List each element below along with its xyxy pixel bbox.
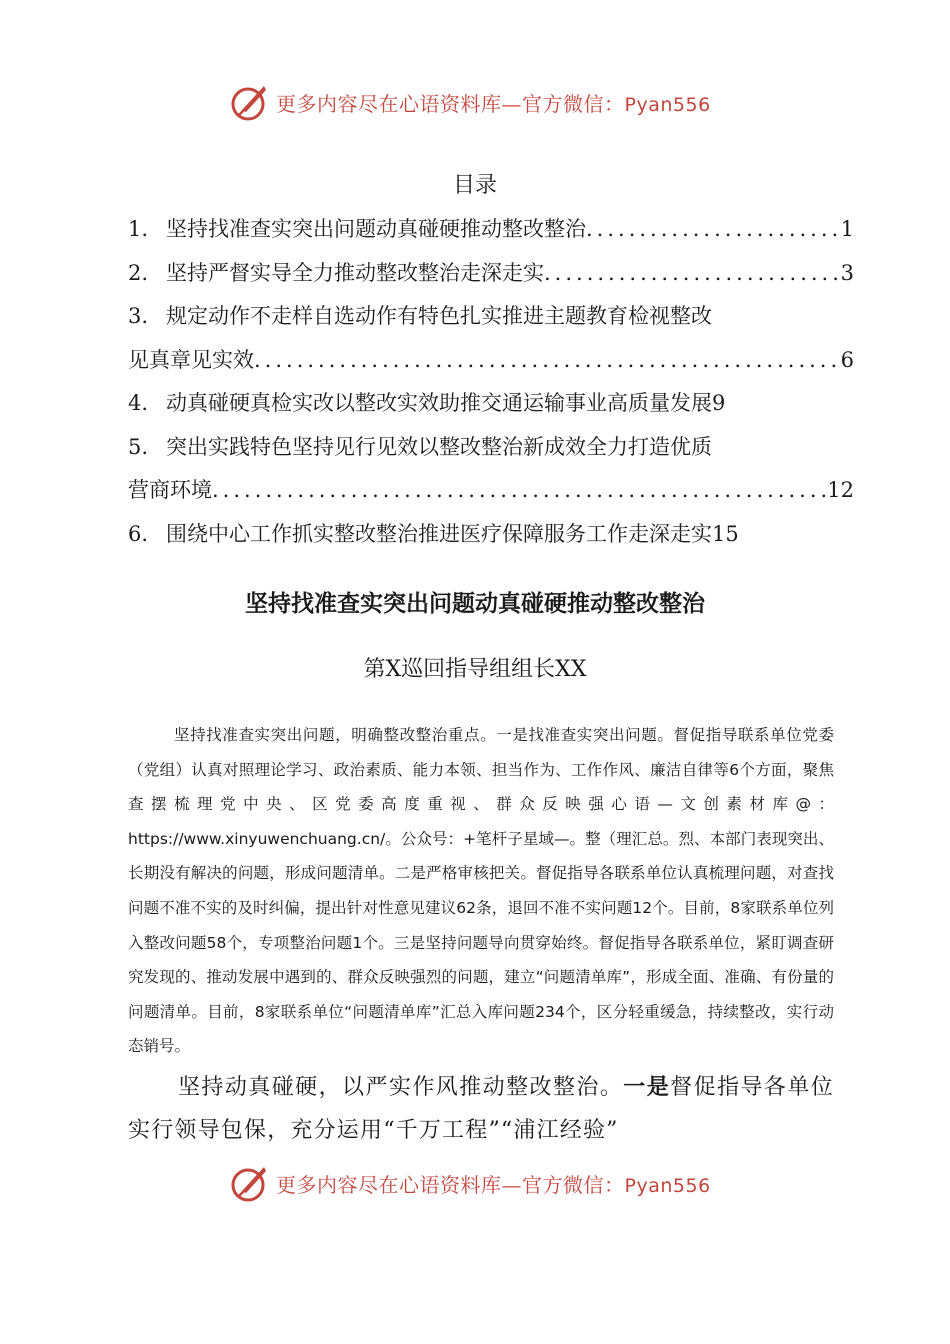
quill-logo-icon	[228, 80, 272, 124]
toc-item[interactable]: 2. 坚持严督实导全力推动整改整治走深走实 ..... 3	[128, 252, 854, 296]
toc-item[interactable]: 4. 动真碰硬真检实改以整改实效助推交通运输事业高质量发展 9	[128, 382, 854, 426]
table-of-contents	[128, 208, 854, 556]
toc-item-label: 围绕中心工作抓实整改整治推进医疗保障服务工作走深走实	[166, 521, 712, 546]
toc-item[interactable]: 6. 围绕中心工作抓实整改整治推进医疗保障服务工作走深走实 15	[128, 513, 854, 557]
watermark-text: 更多内容尽在心语资料库—官方微信：Pyan556	[276, 1172, 711, 1197]
watermark-text: 更多内容尽在心语资料库—官方微信：Pyan556	[276, 91, 711, 116]
watermark-banner-top	[228, 80, 711, 124]
toc-item-page: 15	[712, 521, 739, 546]
toc-item-label: 突出实践特色坚持见行见效以整改整治新成效全力打造优质	[166, 434, 712, 459]
body-paragraph: 坚持找准查实突出问题，明确整改整治重点。一是找准查实突出问题。督促指导联系单位党委（党组）认真对照理论学习、政治素质、能力本领、担当作为、工作作风、廉洁自律等6个方面，聚焦查摆梳理党中央、区党委高度重视、群众反映强心语—文创素材库@：https://www.xinyuwenchuang.cn/。公众号：+笔杆子星域—。整（理汇总。烈、本部门表现突出、长期没有解决的问题，形成问题清单。二是严格审核把关。督促指导各联系单位认真梳理问题，对查找问题不准不实的及时纠偏，提出针对性意见建议62条，退回不准不实问题12个。目前，8家联系单位列入整改问题58个，专项整治问题1个。三是坚持问题导向贯穿始终。督促指导各联系单位，紧盯调查研究发现的、推动发展中遇到的、群众反映强烈的问题，建立“问题清单库”，形成全面、准确、有份量的问题清单。目前，8家联系单位“问题清单库”汇总入库问题234个，区分轻重缓急，持续整改，实行动态销号。	[128, 726, 834, 1056]
body-paragraph-2: 坚持动真碰硬，以严实作风推动整改整治。一是督促指导各单位实行领导包保，充分运用“千万工程”“浦江经验”	[128, 1074, 834, 1143]
toc-item-label-cont: 营商环境	[128, 478, 212, 502]
toc-item[interactable]: 3. 规定动作不走样自选动作有特色扎实推进主题教育检视整改 见真章见实效 ..... 6	[128, 295, 854, 382]
watermark-banner-bottom	[228, 1161, 711, 1205]
toc-item-page: 9	[712, 391, 726, 415]
article-author: 第X巡回指导组组长XX	[363, 657, 587, 682]
article-title: 坚持找准查实突出问题动真碰硬推动整改整治	[245, 591, 705, 617]
toc-item-page: 12	[827, 478, 854, 502]
toc-item[interactable]: 1. 坚持找准查实突出问题动真碰硬推动整改整治 ..... 1	[128, 208, 854, 252]
toc-item-page: 1	[840, 217, 854, 241]
toc-item[interactable]: 5. 突出实践特色坚持见行见效以整改整治新成效全力打造优质 营商环境 ..... 12	[128, 426, 854, 513]
toc-item-label: 规定动作不走样自选动作有特色扎实推进主题教育检视整改	[166, 304, 712, 328]
toc-item-label: 动真碰硬真检实改以整改实效助推交通运输事业高质量发展	[166, 391, 712, 415]
toc-item-page: 3	[840, 260, 854, 285]
quill-logo-icon	[228, 1161, 272, 1205]
toc-item-label: 坚持找准查实突出问题动真碰硬推动整改整治	[166, 217, 586, 241]
toc-item-page: 6	[840, 347, 854, 372]
toc-item-label-cont: 见真章见实效	[128, 347, 254, 372]
toc-item-label: 坚持严督实导全力推动整改整治走深走实	[166, 260, 544, 285]
toc-title: 目录	[452, 173, 497, 198]
